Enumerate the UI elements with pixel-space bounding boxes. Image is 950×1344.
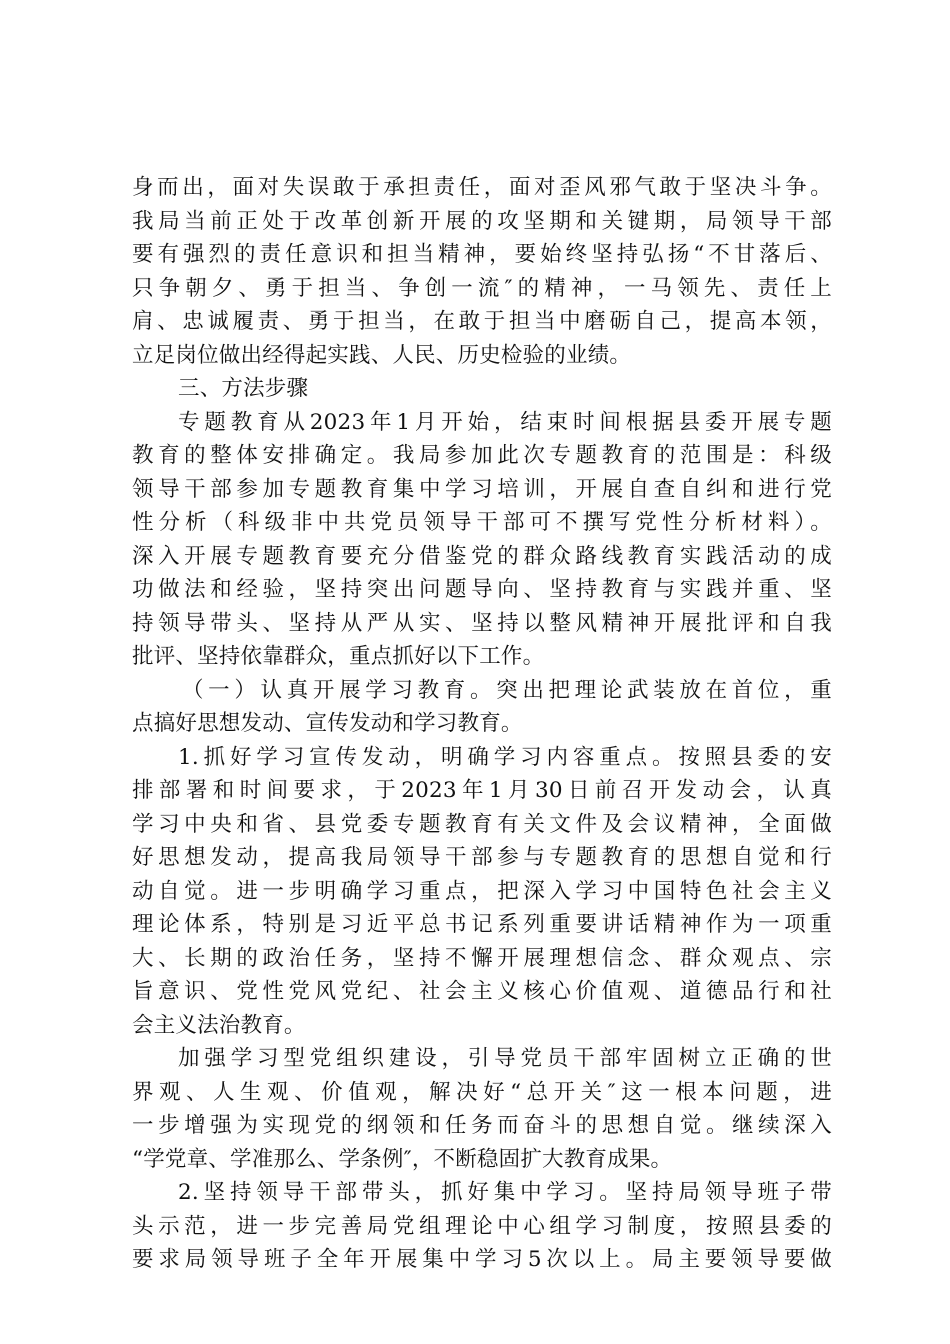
text-line: 2.坚持领导干部带头，抓好集中学习。坚持局领导班子带 <box>178 1180 832 1205</box>
text-line: 旨意识、党性党风党纪、社会主义核心价值观、道德品行和社 <box>132 979 832 1004</box>
text-line: 领导干部参加专题教育集中学习培训，开展自查自纠和进行党 <box>132 476 832 502</box>
text-line: 立足岗位做出经得起实践、人民、历史检验的业绩。 <box>132 342 632 368</box>
text-line: 动自觉。进一步明确学习重点，把深入学习中国特色社会主义 <box>132 878 832 904</box>
text-line: 好思想发动，提高我局领导干部参与专题教育的思想自觉和行 <box>132 845 832 870</box>
text-line: 批评、坚持依靠群众，重点抓好以下工作。 <box>132 644 545 669</box>
text-line: 理论体系，特别是习近平总书记系列重要讲话精神作为一项重 <box>132 912 832 937</box>
text-line: 一步增强为实现党的纲领和任务而奋斗的思想自觉。继续深入 <box>132 1113 832 1138</box>
text-line: 只争朝夕、勇于担当、争创一流″的精神，一马领先、责任上 <box>132 275 832 301</box>
text-line: 性分析（科级非中共党员领导干部可不撰写党性分析材料）。 <box>132 510 832 535</box>
text-line: 功做法和经验，坚持突出问题导向、坚持教育与实践并重、坚 <box>132 577 832 602</box>
text-line: 加强学习型党组织建设，引导党员干部牢固树立正确的世 <box>178 1046 832 1071</box>
text-line: 界观、人生观、价值观，解决好“总开关″这一根本问题，进 <box>132 1079 832 1105</box>
text-line: 学习中央和省、县党委专题教育有关文件及会议精神，全面做 <box>132 811 832 837</box>
text-line: 排部署和时间要求，于2023年1月30日前召开发动会，认真 <box>132 778 832 803</box>
section-heading: 三、方法步骤 <box>178 376 309 401</box>
text-line: 深入开展专题教育要充分借鉴党的群众路线教育实践活动的成 <box>132 543 832 569</box>
text-line: 要求局领导班子全年开展集中学习5次以上。局主要领导要做 <box>132 1247 832 1272</box>
text-line: 专题教育从2023年1月开始，结束时间根据县委开展专题 <box>178 409 832 435</box>
text-line: 身而出，面对失误敢于承担责任，面对歪风邪气敢于坚决斗争。 <box>132 175 832 200</box>
text-line: 会主义法治教育。 <box>132 1012 306 1038</box>
subsection-heading: （一）认真开展学习教育。突出把理论武装放在首位，重 <box>182 677 832 703</box>
text-line: 我局当前正处于改革创新开展的攻坚期和关键期，局领导干部 <box>132 208 832 234</box>
text-line: 头示范，进一步完善局党组理论中心组学习制度，按照县委的 <box>132 1213 832 1239</box>
text-line: 要有强烈的责任意识和担当精神，要始终坚持弘扬“不甘落后、 <box>132 242 832 267</box>
text-line: 1.抓好学习宣传发动，明确学习内容重点。按照县委的安 <box>178 744 832 770</box>
document-body <box>132 171 832 1277</box>
text-line: 持领导带头、坚持从严从实、坚持以整风精神开展批评和自我 <box>132 610 832 636</box>
text-line: 点搞好思想发动、宣传发动和学习教育。 <box>132 711 523 736</box>
text-line: “学党章、学准那么、学条例″，不断稳固扩大教育成果。 <box>132 1146 673 1172</box>
text-line: 肩、忠诚履责、勇于担当，在敢于担当中磨砺自己，提高本领， <box>132 309 832 334</box>
text-line: 教育的整体安排确定。我局参加此次专题教育的范围是：科级 <box>132 443 832 468</box>
text-line: 大、长期的政治任务，坚持不懈开展理想信念、群众观点、宗 <box>132 945 832 971</box>
